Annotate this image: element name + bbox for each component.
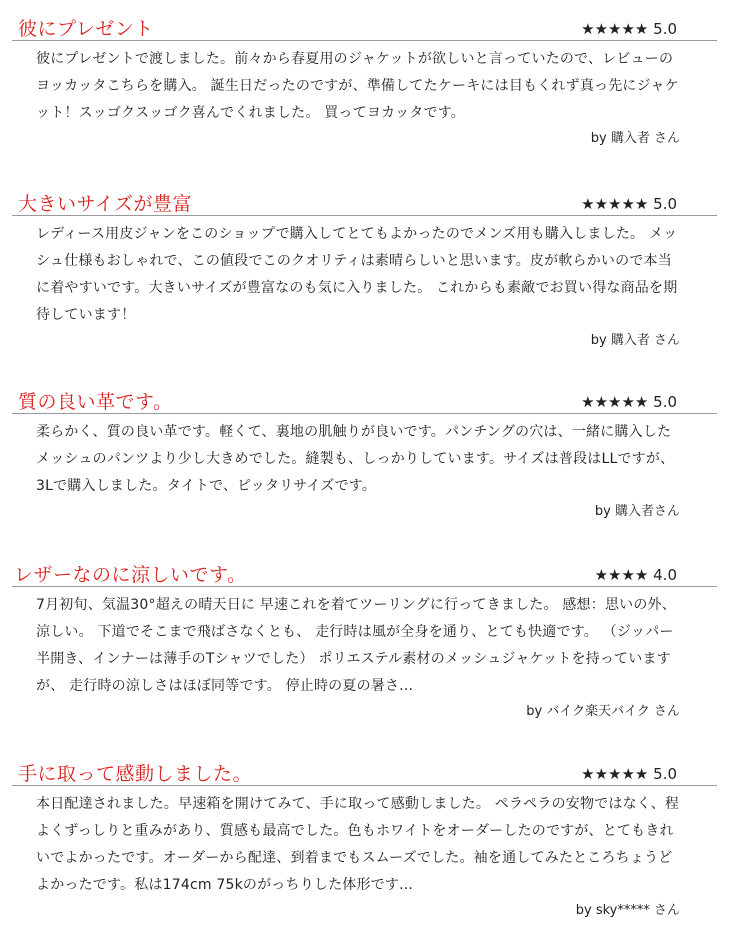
- review-title: 質の良い革です。: [18, 391, 173, 413]
- divider: [12, 586, 717, 587]
- review-title: 手に取って感動しました。: [18, 763, 253, 785]
- reviewer-name: by 購入者 さん: [590, 333, 680, 348]
- review-text: 本日配達されました。早速箱を開けてみて、手に取って感動しました。 ペラペラの安物ではなく、程よくずっしりと重みがあり、質感も最高でした。色もホワイトをオーダーしたのですが、とてもきれいでよかったです。オーダーから配達、到着までもスムーズでした。袖を通してみたところちょうどよかったです。私は174cm 75kのがっちりした体形です...: [36, 796, 680, 893]
- review-card: [0, 6, 735, 151]
- review-header: [0, 379, 735, 419]
- review-header: [0, 181, 735, 221]
- review-title: レザーなのに涼しいです。: [14, 564, 247, 586]
- rating-stars: ★★★★★ 5.0: [581, 393, 677, 411]
- review-text: レディース用皮ジャンをこのショップで購入してとてもよかったのでメンズ用も購入しました。 メッシュ仕様もおしゃれで、この値段でこのクオリティは素晴らしいと思います。皮が軟らかいので本当に着やすいです。大きいサイズが豊富なのも気に入りました。 これからも素敵でお買い得な商品を期待しています！: [36, 226, 678, 323]
- reviewer-name: by 購入者 さん: [590, 131, 680, 146]
- reviewer-name: by sky***** さん: [575, 903, 680, 918]
- divider: [12, 785, 717, 786]
- divider: [12, 40, 717, 41]
- review-text: 柔らかく、質の良い革です。軽くて、裏地の肌触りが良いです。パンチングの穴は、一緒に購入したメッシュのパンツより少し大きめでした。縫製も、しっかりしています。サイズは普段はLLですが、3Lで購入しました。タイトで、ピッタリサイズです。: [36, 424, 675, 494]
- divider: [12, 215, 717, 216]
- reviewer-name: by 購入者さん: [594, 504, 680, 519]
- rating-stars: ★★★★★ 5.0: [581, 765, 677, 783]
- review-card: [0, 552, 735, 724]
- review-header: [0, 6, 735, 46]
- rating-stars: ★★★★★ 5.0: [581, 195, 677, 213]
- review-card: [0, 379, 735, 524]
- review-header: [0, 751, 735, 791]
- rating-stars: ★★★★★ 5.0: [581, 20, 677, 38]
- reviewer-name: by バイク楽天バイク さん: [526, 704, 680, 719]
- review-card: [0, 751, 735, 923]
- review-text: 7月初旬、気温30°超えの晴天日に 早速これを着てツーリングに行ってきました。 感想：思いの外、涼しい。 下道でそこまで飛ばさなくとも、 走行時は風が全身を通り、とても快適です。 （ジッパー半開き、インナーは薄手のTシャツでした） ポリエステル素材のメッシュジャケットを持っていますが、 走行時の涼しさはほぼ同等です。 停止時の夏の暑さ...: [36, 597, 676, 694]
- review-text: 彼にプレゼントで渡しました。前々から春夏用のジャケットが欲しいと言っていたので、レビューのヨッカッタこちらを購入。 誕生日だったのですが、準備してたケーキには目もくれず真っ先にジャケット！スッゴクスッゴク喜んでくれました。 買ってヨカッタです。: [36, 51, 679, 121]
- divider: [12, 413, 717, 414]
- review-title: 大きいサイズが豊富: [18, 193, 192, 215]
- review-header: [0, 552, 735, 592]
- review-card: [0, 181, 735, 353]
- rating-stars: ★★★★ 4.0: [594, 566, 677, 584]
- review-title: 彼にプレゼント: [18, 18, 154, 40]
